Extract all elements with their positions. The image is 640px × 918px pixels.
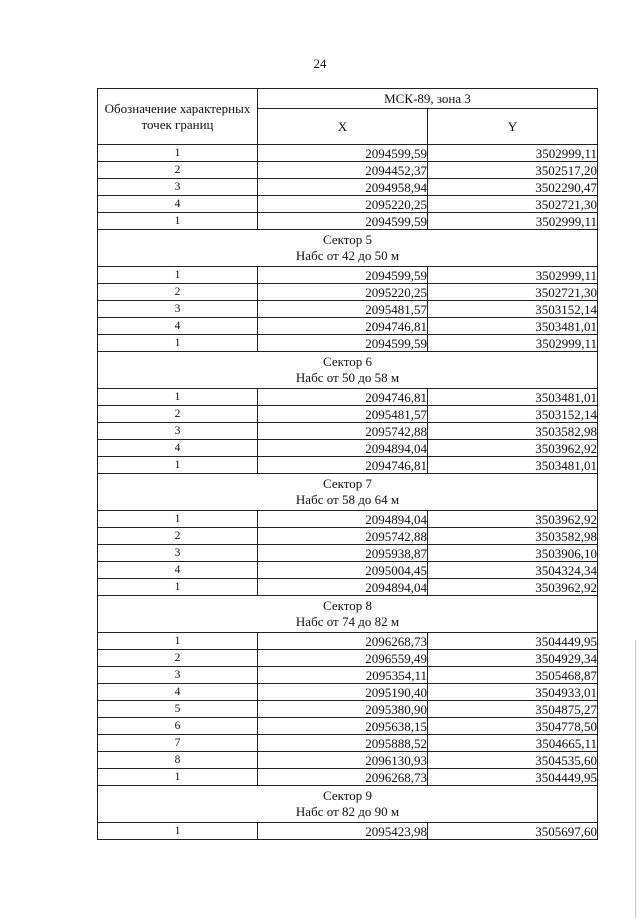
- x-coordinate-cell: 2095380,90: [258, 701, 428, 718]
- table-body: [98, 145, 598, 840]
- table-row: [98, 667, 598, 684]
- x-coordinate-cell: 2096268,73: [258, 633, 428, 650]
- y-coordinate-cell: 3503582,98: [428, 423, 598, 440]
- table-row: [98, 650, 598, 667]
- table-row: [98, 318, 598, 335]
- y-coordinate-cell: 3504449,95: [428, 769, 598, 786]
- point-number-cell: 3: [98, 423, 258, 440]
- y-coordinate-cell: 3505697,60: [428, 823, 598, 840]
- x-coordinate-cell: 2094894,04: [258, 440, 428, 457]
- page-number: 24: [313, 56, 327, 71]
- x-coordinate-cell: 2095220,25: [258, 196, 428, 213]
- x-coordinate-cell: 2095481,57: [258, 301, 428, 318]
- table-row: [98, 823, 598, 840]
- sector-height-range: Набс от 74 до 82 м: [295, 614, 400, 629]
- x-coordinate-cell: 2095004,45: [258, 562, 428, 579]
- scan-edge-line: [635, 640, 636, 918]
- coordinates-table: [97, 88, 598, 840]
- point-number-cell: 1: [98, 457, 258, 474]
- point-number-cell: 1: [98, 389, 258, 406]
- y-coordinate-cell: 3502999,11: [428, 145, 598, 162]
- y-coordinate-cell: 3503152,14: [428, 406, 598, 423]
- sector-height-range: Набс от 42 до 50 м: [295, 248, 400, 263]
- table-row: [98, 633, 598, 650]
- x-coordinate-cell: 2095742,88: [258, 528, 428, 545]
- point-number-cell: 4: [98, 440, 258, 457]
- y-coordinate-cell: 3504778,50: [428, 718, 598, 735]
- y-column-header: Y: [428, 109, 598, 145]
- sector-header-cell: [98, 352, 598, 389]
- table-row: [98, 735, 598, 752]
- table-row: [98, 511, 598, 528]
- point-number-cell: 4: [98, 562, 258, 579]
- x-coordinate-cell: 2095638,15: [258, 718, 428, 735]
- x-coordinate-cell: 2096130,93: [258, 752, 428, 769]
- sector-header-row: [98, 230, 598, 267]
- point-number-cell: 1: [98, 633, 258, 650]
- y-coordinate-cell: 3505468,87: [428, 667, 598, 684]
- table-row: [98, 179, 598, 196]
- sector-title: Сектор 7: [322, 476, 372, 491]
- sector-header-row: [98, 596, 598, 633]
- point-number-cell: 3: [98, 667, 258, 684]
- y-coordinate-cell: 3504933,01: [428, 684, 598, 701]
- x-coordinate-cell: 2094746,81: [258, 457, 428, 474]
- sector-header-cell: [98, 474, 598, 511]
- point-number-cell: 8: [98, 752, 258, 769]
- x-coordinate-cell: 2094452,37: [258, 162, 428, 179]
- table-row: [98, 335, 598, 352]
- x-coordinate-cell: 2096268,73: [258, 769, 428, 786]
- y-coordinate-cell: 3504324,34: [428, 562, 598, 579]
- sector-height-range: Набс от 50 до 58 м: [295, 370, 400, 385]
- y-coordinate-cell: 3503962,92: [428, 511, 598, 528]
- table-row: [98, 423, 598, 440]
- point-number-cell: 1: [98, 267, 258, 284]
- x-coordinate-cell: 2094958,94: [258, 179, 428, 196]
- table-row: [98, 545, 598, 562]
- table-row: [98, 196, 598, 213]
- point-number-cell: 1: [98, 511, 258, 528]
- y-coordinate-cell: 3504929,34: [428, 650, 598, 667]
- point-number-cell: 2: [98, 528, 258, 545]
- x-coordinate-cell: 2094894,04: [258, 579, 428, 596]
- table-row: [98, 684, 598, 701]
- x-coordinate-cell: 2095742,88: [258, 423, 428, 440]
- y-coordinate-cell: 3503481,01: [428, 457, 598, 474]
- x-coordinate-cell: 2095220,25: [258, 284, 428, 301]
- point-number-cell: 2: [98, 284, 258, 301]
- sector-height-range: Набс от 58 до 64 м: [295, 492, 400, 507]
- x-coordinate-cell: 2094746,81: [258, 389, 428, 406]
- x-coordinate-cell: 2095938,87: [258, 545, 428, 562]
- point-number-cell: 2: [98, 162, 258, 179]
- table-row: [98, 579, 598, 596]
- y-coordinate-cell: 3503906,10: [428, 545, 598, 562]
- table-row: [98, 389, 598, 406]
- table-row: [98, 752, 598, 769]
- sector-header-cell: [98, 230, 598, 267]
- table-row: [98, 528, 598, 545]
- point-number-cell: 2: [98, 650, 258, 667]
- x-coordinate-cell: 2094599,59: [258, 267, 428, 284]
- sector-header-cell: [98, 596, 598, 633]
- table-row: [98, 701, 598, 718]
- table-row: [98, 162, 598, 179]
- point-number-cell: 1: [98, 579, 258, 596]
- y-coordinate-cell: 3502721,30: [428, 196, 598, 213]
- x-coordinate-cell: 2094894,04: [258, 511, 428, 528]
- point-number-cell: 5: [98, 701, 258, 718]
- y-coordinate-cell: 3503152,14: [428, 301, 598, 318]
- sector-title: Сектор 9: [322, 788, 372, 803]
- x-coordinate-cell: 2094746,81: [258, 318, 428, 335]
- y-coordinate-cell: 3502999,11: [428, 213, 598, 230]
- table-row: [98, 440, 598, 457]
- x-coordinate-cell: 2094599,59: [258, 145, 428, 162]
- y-coordinate-cell: 3502721,30: [428, 284, 598, 301]
- x-column-header: X: [258, 109, 428, 145]
- y-coordinate-cell: 3504665,11: [428, 735, 598, 752]
- y-coordinate-cell: 3503481,01: [428, 318, 598, 335]
- x-coordinate-cell: 2095481,57: [258, 406, 428, 423]
- table-row: [98, 284, 598, 301]
- y-coordinate-cell: 3502999,11: [428, 267, 598, 284]
- x-coordinate-cell: 2096559,49: [258, 650, 428, 667]
- sector-header-row: [98, 786, 598, 823]
- sector-title: Сектор 5: [322, 232, 372, 247]
- table-row: [98, 301, 598, 318]
- x-coordinate-cell: 2094599,59: [258, 213, 428, 230]
- table-row: [98, 457, 598, 474]
- point-number-cell: 1: [98, 213, 258, 230]
- table-row: [98, 145, 598, 162]
- point-number-cell: 6: [98, 718, 258, 735]
- point-number-cell: 7: [98, 735, 258, 752]
- y-coordinate-cell: 3504449,95: [428, 633, 598, 650]
- sector-header-row: [98, 474, 598, 511]
- point-number-cell: 1: [98, 823, 258, 840]
- sector-header-row: [98, 352, 598, 389]
- point-number-cell: 3: [98, 179, 258, 196]
- y-coordinate-cell: 3504875,27: [428, 701, 598, 718]
- point-number-cell: 4: [98, 684, 258, 701]
- point-number-cell: 2: [98, 406, 258, 423]
- table-row: [98, 562, 598, 579]
- table-row: [98, 267, 598, 284]
- point-number-cell: 1: [98, 145, 258, 162]
- sector-header-cell: [98, 786, 598, 823]
- x-coordinate-cell: 2095354,11: [258, 667, 428, 684]
- point-number-cell: 3: [98, 545, 258, 562]
- table-row: [98, 213, 598, 230]
- y-coordinate-cell: 3503962,92: [428, 579, 598, 596]
- point-number-cell: 4: [98, 196, 258, 213]
- y-coordinate-cell: 3502517,20: [428, 162, 598, 179]
- point-number-cell: 3: [98, 301, 258, 318]
- table-row: [98, 406, 598, 423]
- sector-title: Сектор 8: [322, 598, 372, 613]
- table-row: [98, 718, 598, 735]
- y-coordinate-cell: 3502999,11: [428, 335, 598, 352]
- y-coordinate-cell: 3504535,60: [428, 752, 598, 769]
- y-coordinate-cell: 3502290,47: [428, 179, 598, 196]
- x-coordinate-cell: 2094599,59: [258, 335, 428, 352]
- table-row: [98, 769, 598, 786]
- point-number-cell: 1: [98, 769, 258, 786]
- sector-title: Сектор 6: [322, 354, 372, 369]
- point-designation-header: Обозначение характерных точек границ: [98, 89, 258, 145]
- y-coordinate-cell: 3503962,92: [428, 440, 598, 457]
- x-coordinate-cell: 2095423,98: [258, 823, 428, 840]
- point-number-cell: 4: [98, 318, 258, 335]
- sector-height-range: Набс от 82 до 90 м: [295, 804, 400, 819]
- y-coordinate-cell: 3503582,98: [428, 528, 598, 545]
- point-number-cell: 1: [98, 335, 258, 352]
- x-coordinate-cell: 2095888,52: [258, 735, 428, 752]
- y-coordinate-cell: 3503481,01: [428, 389, 598, 406]
- coordinate-system-header: МСК-89, зона 3: [258, 89, 598, 109]
- x-coordinate-cell: 2095190,40: [258, 684, 428, 701]
